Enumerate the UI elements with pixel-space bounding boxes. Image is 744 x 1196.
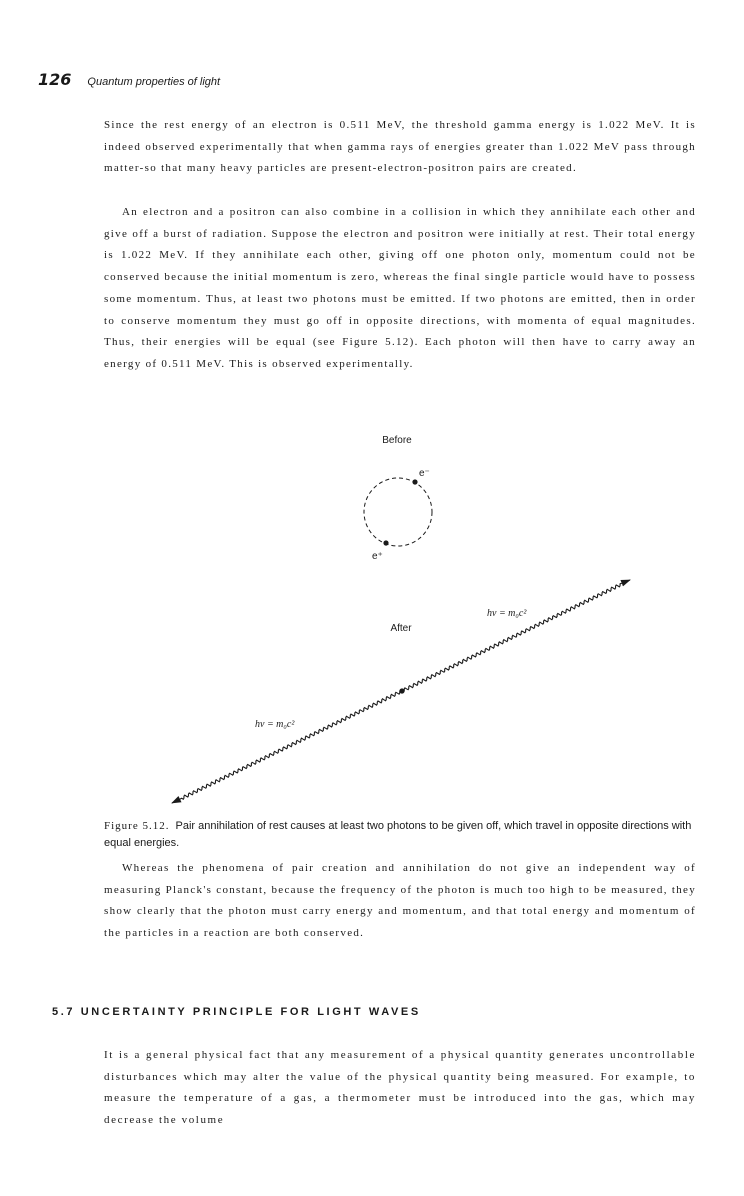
positron-label: e⁺: [372, 551, 383, 562]
figure-caption: [104, 818, 696, 852]
orbit-circle: [364, 478, 432, 546]
section-heading: 5.7 UNCERTAINTY PRINCIPLE FOR LIGHT WAVES: [52, 1006, 421, 1018]
electron-dot: [412, 479, 417, 484]
photon-upper-wave: [402, 580, 630, 692]
paragraph-threshold-energy: Since the rest energy of an electron is 0.511 MeV, the threshold gamma energy is 1.022 MeV. It is indeed observed experimentally that when gamma rays of energies greater than 1.022 MeV pass through matter-so that many heavy particles are present-electron-positron pairs are created.: [104, 119, 696, 175]
annihilation-point: [399, 688, 404, 693]
electron-label: e⁻: [419, 468, 430, 479]
paragraph-conservation: Whereas the phenomena of pair creation and annihilation do not give an independent way of measuring Planck's constant, because the frequency of the photon is much too high to be measured, they show clearly that the photon must carry energy and momentum, and that total energy and momentum of the particles in a reaction are both conserved.: [104, 862, 696, 940]
photon-lower-label: hν = m₀c²: [255, 719, 295, 730]
caption-text: Pair annihilation of rest causes at least two photons to be given off, which travel in opposite directions with equal energies.: [104, 820, 692, 849]
photon-upper-label: hν = m₀c²: [487, 608, 527, 619]
positron-dot: [383, 540, 388, 545]
running-title: Quantum properties of light: [87, 76, 221, 88]
page-number: 126: [38, 70, 72, 89]
paragraph-annihilation: An electron and a positron can also combine in a collision in which they annihilate each other and give off a burst of radiation. Suppose the electron and positron were initially at rest. Their total energy is 1.022 MeV. If they annihilate each other, giving off one photon only, momentum could not be conserved because the initial momentum is zero, whereas the final single particle would have to possess some momentum. Thus, at least two photons must be emitted. If two photons are emitted, then in order to conserve momentum they must go off in opposite directions, with momenta of equal magnitudes. Thus, their energies will be equal (see Figure 5.12). Each photon will then have to carry away an energy of 0.511 MeV. This is observed experimentally.: [104, 206, 696, 370]
before-label: Before: [382, 435, 412, 446]
after-label: After: [390, 623, 412, 634]
photon-lower-wave: [172, 690, 402, 803]
paragraph-uncertainty: It is a general physical fact that any measurement of a physical quantity generates uncontrollable disturbances which may alter the value of the physical quantity being measured. For example, to measure the temperature of a gas, a thermometer must be introduced into the gas, which may decrease the volume: [104, 1049, 696, 1127]
caption-label: Figure 5.12.: [104, 820, 170, 832]
